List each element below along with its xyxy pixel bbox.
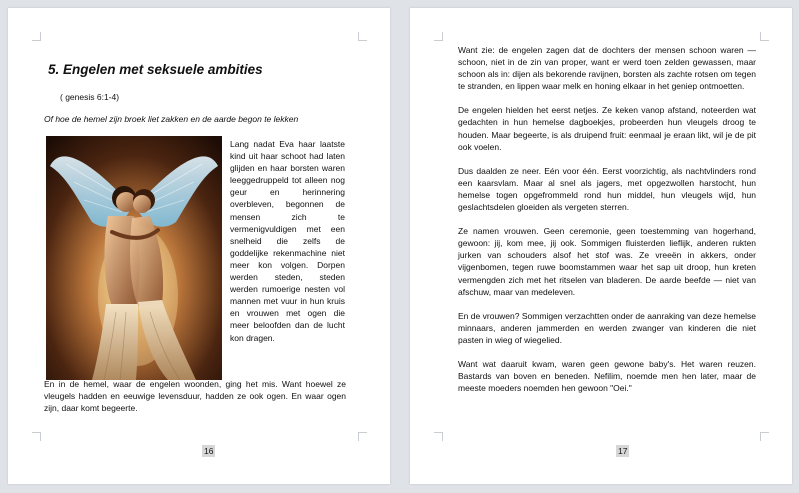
right-page-body — [458, 44, 756, 406]
paragraph: Ze namen vrouwen. Geen ceremonie, geen toestemming van hogerhand, gewoon: jij, kom mee, jij ook. Sommigen fluisterden lieflijk, anderen rukten jurken van schouders alsof het stof was. Ze vreeën in akkers, onder vijgenbomen, tegen ruwe boomstammen waar het sap uit droop, hun kreten vermengden zich met het ritselen van bladeren. De aarde beefde — niet van afschuw, maar van medeleven. — [458, 226, 756, 297]
crop-mark — [434, 32, 443, 41]
crop-mark — [760, 432, 769, 441]
embracing-winged-figures-illustration — [46, 136, 222, 380]
chapter-title: 5. Engelen met seksuele ambities — [48, 62, 263, 77]
crop-mark — [32, 432, 41, 441]
paragraph: De engelen hielden het eerst netjes. Ze keken vanop afstand, noteerden wat gedachten in hun hemelse dagboekjes, probeerden hun vleugels droog te houden. Maar begeerte, is als druipend fruit: eenmaal je eraan likt, wil je de pit ook voelen. — [458, 105, 756, 152]
verse-reference: ( genesis 6:1-4) — [60, 92, 120, 102]
page-right — [410, 8, 792, 484]
paragraph: Want zie: de engelen zagen dat de dochters der mensen schoon waren — schoon, niet in de zin van proper, want er werd toen zelden gewassen, maar schoon als in: dijen als bekorende ravijnen, borsten als zachte rotsen om tegen te stranden, en lippen waar melk en honing elkaar in het geniep ontmoetten. — [458, 45, 756, 92]
chapter-column-text: Lang nadat Eva haar laatste kind uit haar schoot had laten glijden en haar borsten waren leeggedruppeld tot alleen nog geur en herinnering overbleven, begonnen de mensen zich te vermenigvuldigen met een snelheid die zelfs de goddelijke rekenmachine niet meer kon volgen. Dorpen werden steden, steden werden rumoerige nesten vol mannen met vuur in hun kruis en vrouwen met ogen die meer beloofden dan de lucht kon dragen. — [230, 139, 345, 343]
page-number: 16 — [204, 446, 214, 456]
paragraph: Dus daalden ze neer. Eén voor één. Eerst voorzichtig, als nachtvlinders rond een kaarsvlam. Maar al snel als jagers, met opgezwollen harstocht, hun hemelse togen opgefrommeld rond hun middel, hun vleugels wijd, hun geslachtsdelen gloeiden als vergeten sterren. — [458, 165, 756, 213]
page-left — [8, 8, 390, 484]
chapter-body-text: En in de hemel, waar de engelen woonden, ging het mis. Want hoewel ze vleugels hadden en eeuwige levensduur, hadden ze ook ogen. En waar ogen zijn, daar komt begeerte. — [44, 379, 346, 414]
chapter-subtitle: Of hoe de hemel zijn broek liet zakken en de aarde begon te lekken — [44, 114, 299, 124]
crop-mark — [32, 32, 41, 41]
crop-mark — [760, 32, 769, 41]
crop-mark — [358, 32, 367, 41]
page-number: 17 — [618, 446, 628, 456]
crop-mark — [434, 432, 443, 441]
paragraph: Want wat daaruit kwam, waren geen gewone baby's. Het waren reuzen. Bastards van boven en beneden. Nefilim, noemde men hen later, maar de meeste moeders noemden hen gewoon "Oei." — [458, 358, 756, 394]
crop-mark — [358, 432, 367, 441]
paragraph: En de vrouwen? Sommigen verzachtten onder de aanraking van deze hemelse minnaars, anderen jammerden en werden zwanger van kinderen die niet pasten in wieg of wiegelied. — [458, 310, 756, 345]
